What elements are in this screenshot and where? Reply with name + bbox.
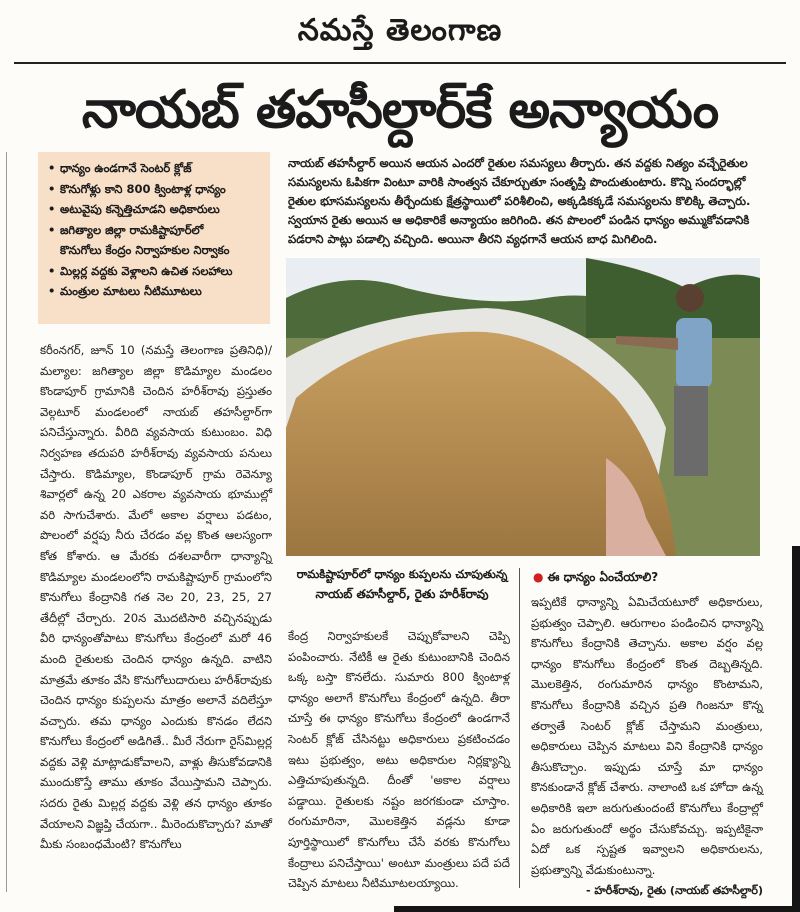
masthead-rule (14, 62, 786, 64)
sidebar-signature: - హరీశ్‌రావు, రైతు (నాయబ్ తహసీల్దార్) (585, 884, 763, 898)
highlight-item: • ధాన్యం ఉండగానే సెంటర్ క్లోజ్ (48, 161, 192, 175)
highlight-item: • అటువైపు కన్నెత్తిచూడని అధికారులు (48, 202, 220, 216)
bottom-edge-bar (394, 906, 792, 912)
grain-heap-photo-illustration (286, 258, 760, 556)
highlight-item: • కొనుగోళ్లు కాని 800 క్వింటాళ్ల ధాన్యం (48, 181, 226, 196)
article-column-1: కరీంనగర్, జూన్ 10 (నమస్తే తెలంగాణ ప్రతినిధి)/మల్యాల: జగిత్యాల జిల్లా కొడిమ్యాల మండలం కొండాపూర్ గ్రామానికి చెందిన హరీశ్‌రావు ప్రస్తుతం వెల్గటూర్ మండలంలో నాయబ్ తహసీల్దార్‌గా పనిచేస్తున్నారు. వీరిది వ్యవసాయ కుటుంబం. విధి నిర్వహణ తదుపరి హరీశ్‌రావు వ్యవసాయ పనులు చేస్తారు. కొడిమ్యాల, కొండాపూర్ గ్రామ రెవెన్యూ శివార్లలో ఉన్న 20 ఎకరాల వ్యవసాయ భూముల్లో వరి సాగుచేశారు. మేలో అకాల వర్షాలు పడటం, పొలంలో వర్షపు నీరు చేరడం వల్ల కొంత ఆలస్యంగా కోత కోశారు. ఆ మేరకు దశలవారీగా ధాన్యాన్ని కొడిమ్యాల మండలంలోని రామకిష్టాపూర్ గ్రామంలోని కొనుగోలు కేంద్రానికి గత నెల 20, 23, 25, 27 తేదీల్లో చేర్చారు. 20న మొదటిసారి వచ్చినప్పుడు వీరి ధాన్యంతోపాటు కొనుగోలు కేంద్రంలో మరో 46 మంది రైతులకు చెందిన ధాన్యం ఉన్నది. వాటిని మాత్రమే తూకం వేసి కొనుగోలుదారులు హరీశ్‌రావుకు చెందిన ధాన్యం కుప్పలను మాత్రం అలానే వదిలేస్తూ వచ్చారు. తమ ధాన్యం ఎందుకు కొనడం లేదని కొనుగోలు కేంద్రంలో అడిగితే.. మీరే నేరుగా రైస్‌మిల్లర్ల వద్దకు వెళ్లి మాట్లాడుకోవాలని, వాళ్లు తీసుకోవడానికి ముందుకొస్తే తాము తూకం వేయిస్తామని చెప్పారు. సదరు రైతు మిల్లర్ల వద్దకు వెళ్లి తన ధాన్యం తూకం వేయాలని విజ్ఞప్తి చేయగా.. మీరెందుకొచ్చారు? మాతో మీకు సంబంధమేంటి? కొనుగోలు (40, 343, 272, 852)
photo-caption-line1: రామకిష్టాపూర్‌లో ధాన్యం కుప్పలను చూపుతున్న (296, 567, 508, 581)
highlight-item: • మిల్లర్ల వద్దకు వెళ్లాలని ఉచిత సలహాలు (48, 263, 233, 278)
article-headline: నాయబ్ తహసీల్దార్‌కే అన్యాయం (81, 80, 719, 140)
highlight-item: కొనుగోలు కేంద్రం నిర్వాహకుల నిర్వాకం (60, 243, 230, 257)
sidebar-title: ● ఈ ధాన్యం ఏంచేయాలి? (533, 570, 659, 584)
article-column-2: కేంద్ర నిర్వాహకులకే చెప్పుకోవాలని చెప్పి పంపించారు. నేటికీ ఆ రైతు కుటుంబానికి చెందిన ఒక్క బస్తా కొనలేదు. సుమారు 800 క్వింటాళ్ల ధాన్యం అలాగే కొనుగోలు కేంద్రంలో ఉన్నది. తీరా చూస్తే ఈ ధాన్యం కొనుగోలు కేంద్రంలో ఉండగానే సెంటర్ క్లోజ్ చేసినట్టు అధికారులు ప్రకటించడం ఇటు ప్రభుత్వం, అటు అధికారుల నిర్లక్ష్యాన్ని ఎత్తిచూపుతున్నది. దీంతో 'అకాల వర్షాలు పడ్డాయి. రైతులకు నష్టం జరగకుండా చూస్తాం. రంగుమారినా, మొలకెత్తిన వడ్లను కూడా పూర్తిస్థాయిలో కొనుగోలు చేసే వరకు కొనుగోలు కేంద్రాలు పనిచేస్తాయి' అంటూ మంత్రులు పదే పదే చెప్పిన మాటలు నీటిమూటలయ్యాయి. (288, 629, 510, 891)
column-divider (519, 568, 520, 888)
highlight-item: • మంత్రుల మాటలు నీటిమూటలు (48, 284, 202, 298)
farmer-quote-sidebar (527, 566, 763, 896)
article-photo (286, 258, 760, 556)
bullet-icon: ● (533, 570, 544, 584)
photo-caption-line2: నాయబ్ తహసీల్దార్, రైతు హరీశ్‌రావు (315, 587, 489, 601)
sidebar-body: ఇప్పటికే ధాన్యాన్ని ఏమిచేయటూరో అధికారులు, ప్రభుత్వం చెప్పాలి. ఆరుగాలం పండించిన ధాన్యాన్ని కొనుగోలు కేంద్రానికి తెచ్చాను. అకాల వర్షం వల్ల ధాన్యం కొనుగోలు కేంద్రంలో కొంత దెబ్బతిన్నది. మొలకెత్తిన, రంగుమారిన ధాన్యం కొంటామని, కొనుగోలు కేంద్రానికి వచ్చిన ప్రతి గింజనూ కొన్న తర్వాతే సెంటర్ క్లోజ్ చేస్తామని మంత్రులు, అధికారులు చెప్పిన మాటలు విని కేంద్రానికి ధాన్యం తీసుకొచ్చాం. ఇప్పుడు చూస్తే మా ధాన్యం కొనకుండానే క్లోజ్ చేశారు. నాలాంటి ఒక హోదా ఉన్న అధికారికి ఇలా జరుగుతుందంటే కొనుగోలు కేంద్రాల్లో ఏం జరుగుతుందో అర్థం చేసుకోవచ్చు. ఇప్పటికైనా ఏదో ఒక స్పష్టత ఇవ్వాలని అధికారులను, ప్రభుత్వాన్ని వేడుకుంటున్నా. (531, 595, 763, 877)
left-page-edge (0, 152, 7, 892)
newspaper-masthead: నమస్తే తెలంగాణ (297, 13, 503, 48)
highlights-box (38, 152, 270, 324)
article-intro: నాయబ్ తహసీల్దార్ అయిన ఆయన ఎందరో రైతుల సమస్యలు తీర్చారు. తన వద్దకు నిత్యం వచ్చేరైతుల సమస్యలను ఓపికగా వింటూ వారికి సాంత్వన చేకూర్చుతూ సంతృప్తి పొందుతుంటారు. కొన్ని సందర్భాల్లో రైతుల భూసమస్యలను తీర్చేందుకు క్షేత్రస్థాయిలో పరిశీలించి, అక్కడికక్కడే సమస్యలను కొలిక్కి తెచ్చారు. స్వయాన రైతు అయిన ఆ అధికారికే అన్యాయం జరిగింది. తన పొలంలో పండిన ధాన్యం అమ్ముకోవడానికి పడరాని పాట్లు పడాల్సి వచ్చింది. అయినా తీరని వ్యధగానే ఆయన బాధ మిగిలింది. (288, 156, 751, 246)
photo-caption (288, 564, 516, 604)
highlight-item: • జగిత్యాల జిల్లా రామకిష్టాపూర్‌లో (48, 222, 204, 237)
right-page-edge (792, 546, 800, 912)
